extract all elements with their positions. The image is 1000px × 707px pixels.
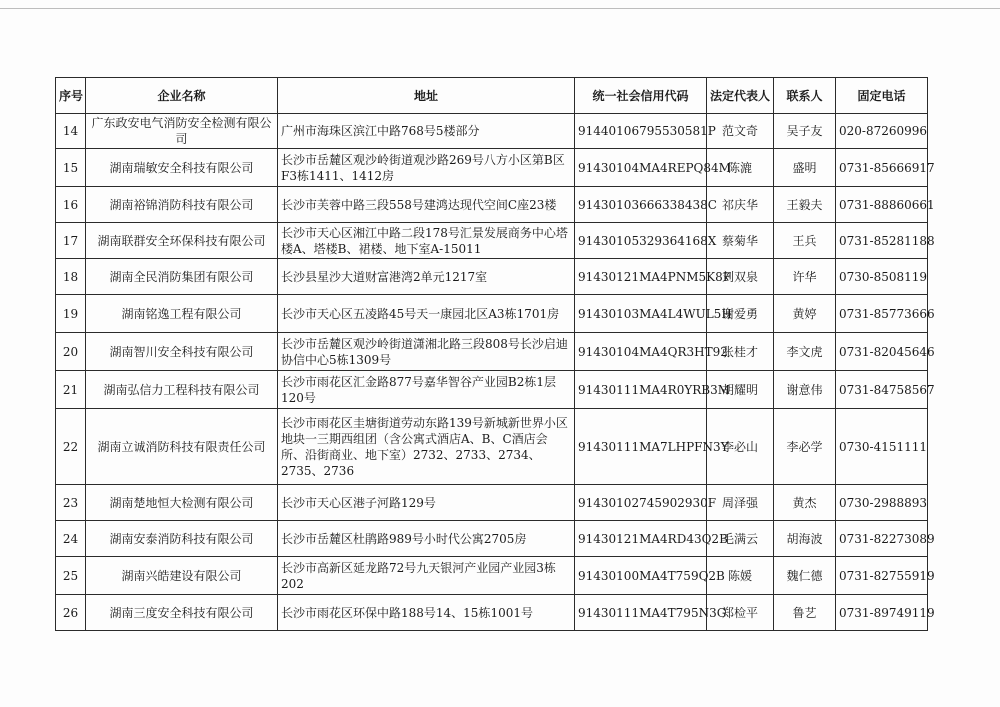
cell-seq: 16 — [56, 187, 86, 223]
header-seq: 序号 — [56, 78, 86, 114]
table-row — [56, 521, 928, 557]
header-address: 地址 — [278, 78, 575, 114]
cell-contact: 李文虎 — [774, 333, 836, 371]
cell-seq: 15 — [56, 149, 86, 187]
cell-name: 湖南铭逸工程有限公司 — [86, 295, 278, 333]
page-top-rule — [0, 8, 1000, 9]
table-row — [56, 114, 928, 149]
cell-phone: 0731-85281188 — [836, 223, 928, 259]
cell-name: 湖南智川安全科技有限公司 — [86, 333, 278, 371]
cell-address: 长沙市雨花区汇金路877号嘉华智谷产业园B2栋1层120号 — [278, 371, 575, 409]
header-credit-code: 统一社会信用代码 — [575, 78, 707, 114]
cell-contact: 王兵 — [774, 223, 836, 259]
cell-address: 长沙县星沙大道财富港湾2单元1217室 — [278, 259, 575, 295]
cell-address: 长沙市岳麓区观沙岭街道潇湘北路三段808号长沙启迪协信中心5栋1309号 — [278, 333, 575, 371]
cell-seq: 14 — [56, 114, 86, 149]
cell-address: 广州市海珠区滨江中路768号5楼部分 — [278, 114, 575, 149]
cell-contact: 魏仁德 — [774, 557, 836, 595]
cell-seq: 24 — [56, 521, 86, 557]
cell-credit-code: 91430111MA4R0YRB3M — [575, 371, 707, 409]
enterprise-registry-table — [55, 77, 935, 631]
cell-seq: 26 — [56, 595, 86, 631]
cell-contact: 李必学 — [774, 409, 836, 485]
cell-contact: 鲁艺 — [774, 595, 836, 631]
cell-contact: 许华 — [774, 259, 836, 295]
cell-name: 湖南联群安全环保科技有限公司 — [86, 223, 278, 259]
cell-legal-rep: 毛满云 — [707, 521, 774, 557]
cell-seq: 25 — [56, 557, 86, 595]
cell-credit-code: 91430104MA4REPQ84M — [575, 149, 707, 187]
cell-name: 湖南三度安全科技有限公司 — [86, 595, 278, 631]
cell-name: 湖南兴皓建设有限公司 — [86, 557, 278, 595]
cell-phone: 0731-82045646 — [836, 333, 928, 371]
table-row — [56, 295, 928, 333]
table-row — [56, 557, 928, 595]
cell-address: 长沙市芙蓉中路三段558号建鸿达现代空间C座23楼 — [278, 187, 575, 223]
table-row — [56, 371, 928, 409]
cell-legal-rep: 陈漉 — [707, 149, 774, 187]
header-legal-rep: 法定代表人 — [707, 78, 774, 114]
cell-address: 长沙市岳麓区观沙岭街道观沙路269号八方小区第B区F3栋1411、1412房 — [278, 149, 575, 187]
cell-phone: 0731-89749119 — [836, 595, 928, 631]
cell-contact: 黄婷 — [774, 295, 836, 333]
cell-contact: 黄杰 — [774, 485, 836, 521]
header-name: 企业名称 — [86, 78, 278, 114]
cell-credit-code: 91430104MA4QR3HT92 — [575, 333, 707, 371]
cell-seq: 23 — [56, 485, 86, 521]
cell-name: 湖南裕锦消防科技有限公司 — [86, 187, 278, 223]
cell-credit-code: 91430102745902930F — [575, 485, 707, 521]
cell-phone: 0731-88860661 — [836, 187, 928, 223]
cell-phone: 0730-8508119 — [836, 259, 928, 295]
table-row — [56, 333, 928, 371]
header-phone: 固定电话 — [836, 78, 928, 114]
cell-contact: 谢意伟 — [774, 371, 836, 409]
table-row — [56, 149, 928, 187]
cell-contact: 盛明 — [774, 149, 836, 187]
cell-legal-rep: 祁庆华 — [707, 187, 774, 223]
cell-contact: 吴子友 — [774, 114, 836, 149]
cell-phone: 0731-85773666 — [836, 295, 928, 333]
cell-phone: 0730-2988893 — [836, 485, 928, 521]
cell-credit-code: 91430103MA4L4WUL5H — [575, 295, 707, 333]
header-contact: 联系人 — [774, 78, 836, 114]
cell-name: 湖南弘信力工程科技有限公司 — [86, 371, 278, 409]
cell-contact: 胡海波 — [774, 521, 836, 557]
cell-contact: 王毅夫 — [774, 187, 836, 223]
cell-name: 湖南立诚消防科技有限责任公司 — [86, 409, 278, 485]
cell-legal-rep: 周泽强 — [707, 485, 774, 521]
table-row — [56, 485, 928, 521]
table-row — [56, 409, 928, 485]
table-row — [56, 259, 928, 295]
cell-name: 湖南全民消防集团有限公司 — [86, 259, 278, 295]
cell-seq: 21 — [56, 371, 86, 409]
cell-name: 湖南瑞敏安全科技有限公司 — [86, 149, 278, 187]
cell-address: 长沙市雨花区环保中路188号14、15栋1001号 — [278, 595, 575, 631]
table-row — [56, 223, 928, 259]
cell-legal-rep: 蔡菊华 — [707, 223, 774, 259]
cell-credit-code: 91430103666338438C — [575, 187, 707, 223]
cell-legal-rep: 谢爱勇 — [707, 295, 774, 333]
cell-phone: 0730-4151111 — [836, 409, 928, 485]
cell-address: 长沙市天心区港子河路129号 — [278, 485, 575, 521]
cell-credit-code: 91430121MA4RD43Q2B — [575, 521, 707, 557]
cell-legal-rep: 张桂才 — [707, 333, 774, 371]
cell-seq: 20 — [56, 333, 86, 371]
cell-seq: 19 — [56, 295, 86, 333]
cell-seq: 18 — [56, 259, 86, 295]
cell-legal-rep: 陈媛 — [707, 557, 774, 595]
cell-phone: 0731-84758567 — [836, 371, 928, 409]
cell-credit-code: 91430100MA4T759Q2B — [575, 557, 707, 595]
cell-credit-code: 91430121MA4PNM5K8F — [575, 259, 707, 295]
cell-legal-rep: 范文奇 — [707, 114, 774, 149]
cell-seq: 22 — [56, 409, 86, 485]
cell-legal-rep: 刘双泉 — [707, 259, 774, 295]
cell-credit-code: 91430105329364168X — [575, 223, 707, 259]
table-row — [56, 187, 928, 223]
cell-name: 广东政安电气消防安全检测有限公司 — [86, 114, 278, 149]
cell-phone: 0731-85666917 — [836, 149, 928, 187]
cell-credit-code: 91430111MA7LHPFN3Y — [575, 409, 707, 485]
table-row — [56, 595, 928, 631]
cell-address: 长沙市高新区延龙路72号九天银河产业园产业园3栋202 — [278, 557, 575, 595]
cell-legal-rep: 郑检平 — [707, 595, 774, 631]
cell-phone: 020-87260996 — [836, 114, 928, 149]
cell-credit-code: 91440106795530581P — [575, 114, 707, 149]
cell-address: 长沙市天心区五凌路45号天一康园北区A3栋1701房 — [278, 295, 575, 333]
cell-name: 湖南楚地恒大检测有限公司 — [86, 485, 278, 521]
cell-legal-rep: 李必山 — [707, 409, 774, 485]
cell-address: 长沙市岳麓区杜鹃路989号小时代公寓2705房 — [278, 521, 575, 557]
cell-address: 长沙市天心区湘江中路二段178号汇景发展商务中心塔楼A、塔楼B、裙楼、地下室A-15011 — [278, 223, 575, 259]
cell-address: 长沙市雨花区圭塘街道劳动东路139号新城新世界小区地块一三期西组团（含公寓式酒店A、B、C酒店会所、沿街商业、地下室）2732、2733、2734、2735、2736 — [278, 409, 575, 485]
header-row — [56, 78, 928, 114]
cell-name: 湖南安泰消防科技有限公司 — [86, 521, 278, 557]
cell-phone: 0731-82755919 — [836, 557, 928, 595]
cell-legal-rep: 胡耀明 — [707, 371, 774, 409]
cell-phone: 0731-82273089 — [836, 521, 928, 557]
cell-seq: 17 — [56, 223, 86, 259]
cell-credit-code: 91430111MA4T795N3G — [575, 595, 707, 631]
